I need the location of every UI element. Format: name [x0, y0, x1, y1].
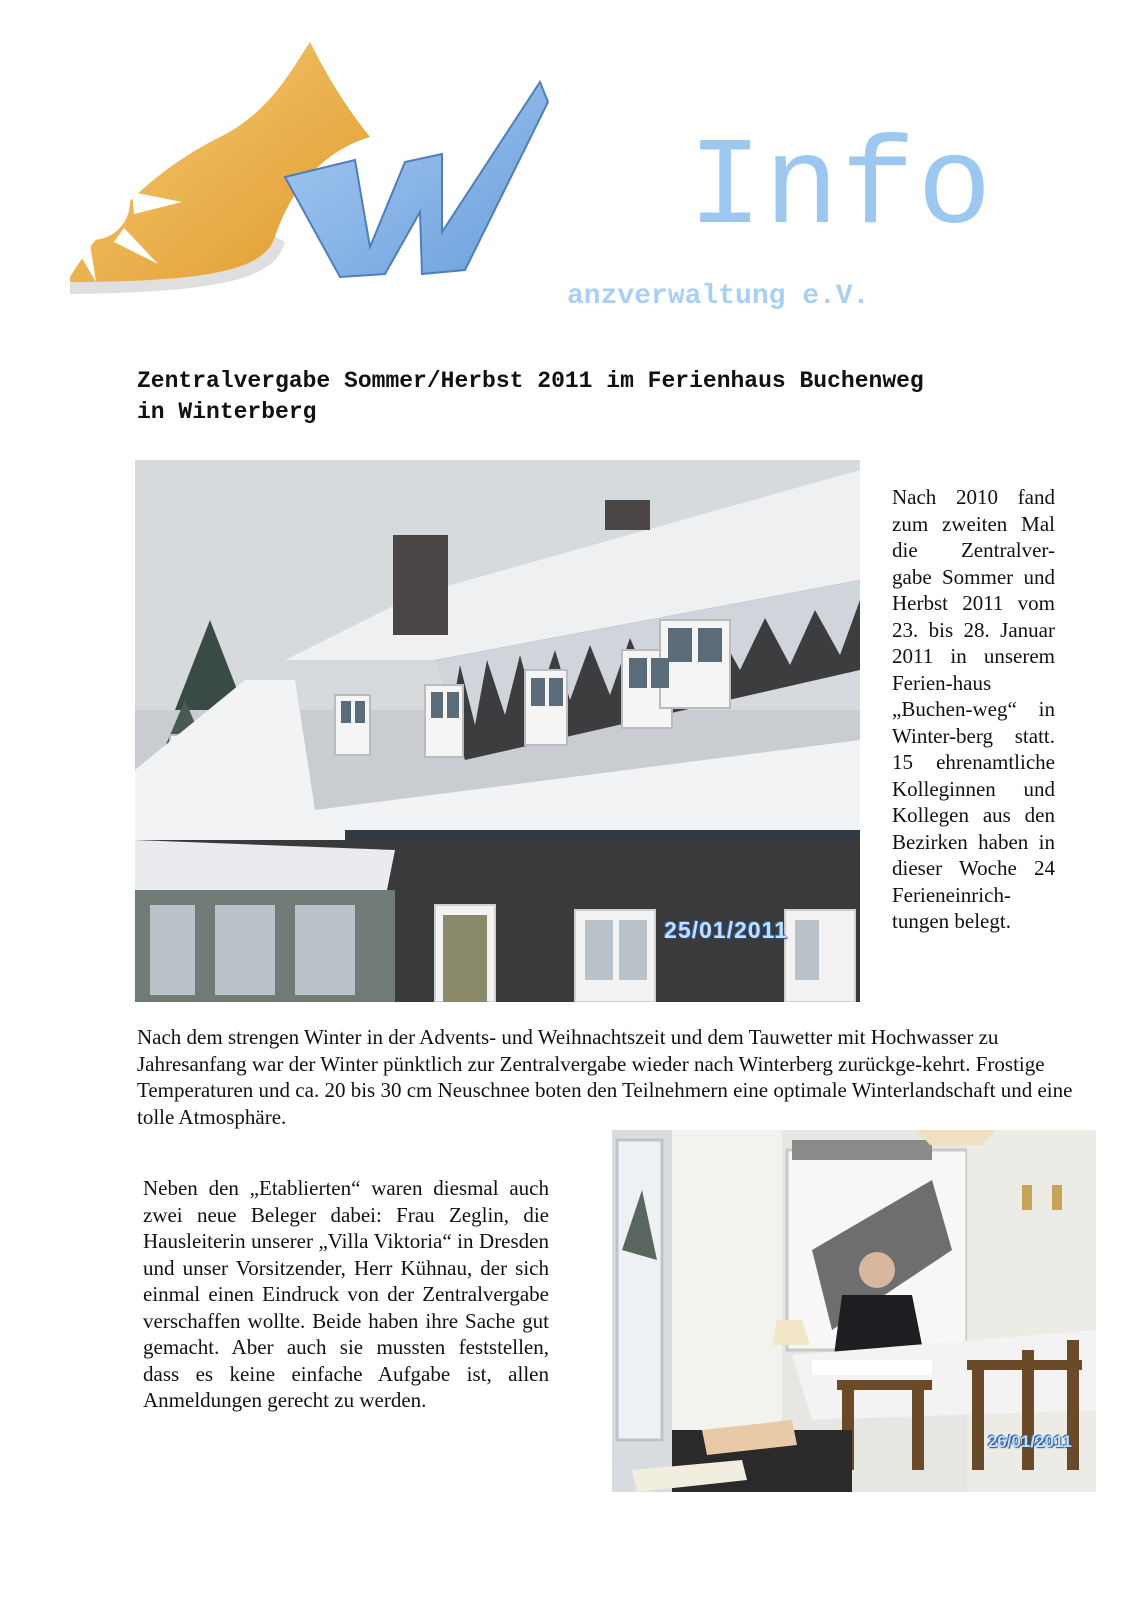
- newsletter-title: Info: [688, 120, 994, 260]
- sun-wave-w-logo-icon: [70, 42, 570, 304]
- participants-paragraph: Neben den „Etablierten“ waren diesmal auch zwei neue Beleger dabei: Frau Zeglin, die Hausleiterin unserer „Villa Viktoria“ in Dresden und unser Vorsitzender, Herr Kühnau, der sich einmal einen Eindruck von der Zentralvergabe verschaffen wollte. Beide haben ihre Sache gut gemacht. Aber auch sie mussten feststellen, dass es keine einfache Aufgabe ist, allen Anmeldungen gerecht zu werden.: [143, 1176, 549, 1412]
- weather-paragraph: Nach dem strengen Winter in der Advents- und Weihnachtszeit und dem Tauwetter mit Hochwasser zu Jahresanfang war der Winter pünktlich zur Zentralvergabe wieder nach Winterberg zurückge-kehrt. Frostige Temperaturen und ca. 20 bis 30 cm Neuschnee boten den Teilnehmern eine optimale Winterlandschaft und eine tolle Atmosphäre.: [137, 1025, 1073, 1129]
- house-photo: [135, 460, 860, 1002]
- intro-paragraph: Nach 2010 fand zum zweiten Mal die Zentralver-gabe Sommer und Herbst 2011 vom 23. bis 28. Januar 2011 in unserem Ferien-haus „Buchen-weg“ in Winter-berg statt. 15 ehrenamtliche Kolleginnen und Kollegen aus den Bezirken haben in dieser Woche 24 Ferieneinrich-tungen belegt.: [892, 485, 1055, 933]
- headline-line-2: in Winterberg: [137, 399, 317, 425]
- photo-date-stamp: 26/01/2011: [987, 1432, 1072, 1451]
- photo-date-stamp: 25/01/2011: [664, 917, 788, 943]
- organization-name: anzverwaltung e.V.: [567, 281, 870, 312]
- article-headline: [137, 366, 1077, 428]
- room-photo: [612, 1130, 1096, 1492]
- headline-line-1: Zentralvergabe Sommer/Herbst 2011 im Ferienhaus Buchenweg: [137, 368, 924, 394]
